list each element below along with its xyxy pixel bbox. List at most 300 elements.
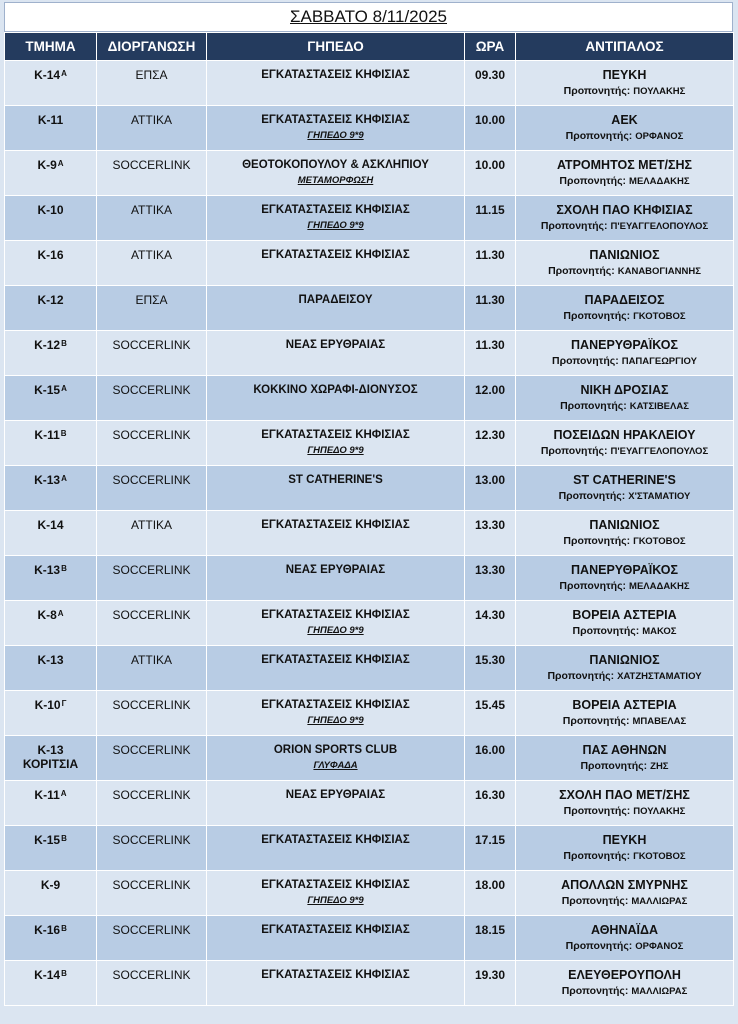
team-name: Κ-9 [37,158,57,172]
venue: ORION SPORTS CLUB [273,744,398,756]
table-row [5,916,734,961]
coach-label: Προπονητής: [560,400,627,412]
venue-detail: ΜΕΤΑΜΟΡΦΩΣΗ [297,175,374,186]
cell-venue [207,241,465,286]
cell-time [465,871,516,916]
team-name: Κ-11 [34,788,60,802]
coach-line [516,985,733,998]
cell-time [465,961,516,1006]
cell-venue [207,781,465,826]
table-row [5,736,734,781]
table-row [5,106,734,151]
cell-organization [97,376,207,421]
venue: ΕΓΚΑΤΑΣΤΑΣΕΙΣ ΚΗΦΙΣΙΑΣ [261,249,410,261]
coach-line [516,85,733,98]
coach-line [516,265,733,278]
team-group: Α [61,69,67,78]
coach-label: Προπονητής: [563,85,631,97]
cell-venue [207,421,465,466]
team-name: Κ-11 [34,428,60,442]
coach-name: ΧΑΤΖΗΣΤΑΜΑΤΙΟΥ [617,671,702,682]
cell-organization [97,61,207,106]
match-time: 11.30 [475,248,505,262]
cell-team [5,691,97,736]
cell-team [5,646,97,691]
table-row [5,421,734,466]
team-name: Κ-8 [37,608,57,622]
cell-venue [207,61,465,106]
team-name: Κ-11 [37,113,64,127]
cell-opponent [516,376,734,421]
coach-label: Προπονητής: [563,310,631,322]
table-row [5,286,734,331]
cell-opponent [516,601,734,646]
coach-label: Προπονητής: [559,175,627,187]
organization: SOCCERLINK [112,428,191,442]
cell-opponent [516,736,734,781]
cell-team [5,106,97,151]
team-group: Β [61,969,67,978]
cell-team [5,196,97,241]
table-row [5,556,734,601]
team-group: Β [61,834,67,843]
cell-opponent [516,646,734,691]
coach-name: ΓΚΟΤΟΒΟΣ [633,311,686,322]
cell-time [465,916,516,961]
coach-line [516,535,733,548]
venue-detail: ΓΗΠΕΔΟ 9*9 [307,715,364,726]
cell-opponent [516,241,734,286]
cell-time [465,466,516,511]
cell-time [465,151,516,196]
coach-name: ΜΑΚΟΣ [642,626,677,637]
table-row [5,961,734,1006]
match-time: 18.15 [474,923,506,937]
cell-venue [207,151,465,196]
organization: ΕΠΣΑ [135,293,168,307]
cell-team [5,286,97,331]
team-group: Β [61,924,67,933]
team-group: Γ [61,699,67,708]
organization: SOCCERLINK [112,698,191,712]
coach-label: Προπονητής: [540,445,608,457]
cell-team [5,421,97,466]
venue-detail: ΓΗΠΕΔΟ 9*9 [307,895,364,906]
match-time: 10.00 [474,113,506,127]
opponent: ΠΑΝΙΩΝΙΟΣ [589,653,660,667]
cell-venue [207,196,465,241]
cell-opponent [516,511,734,556]
venue-detail: ΓΗΠΕΔΟ 9*9 [307,220,364,231]
coach-line [516,355,733,368]
venue: ΕΓΚΑΤΑΣΤΑΣΕΙΣ ΚΗΦΙΣΙΑΣ [261,429,410,441]
match-time: 13.30 [474,518,506,532]
coach-line [516,580,733,593]
organization: SOCCERLINK [112,338,191,352]
cell-time [465,196,516,241]
opponent: ΑΘΗΝΑΪΔΑ [591,923,658,937]
team-group: Β [60,429,67,438]
coach-name: ΚΑΤΣΙΒΕΛΑΣ [629,401,689,412]
cell-opponent [516,196,734,241]
team-name: Κ-13 [34,563,61,577]
header-organization: ΔΙΟΡΓΑΝΩΣΗ [97,33,207,61]
cell-team [5,376,97,421]
venue: ΕΓΚΑΤΑΣΤΑΣΕΙΣ ΚΗΦΙΣΙΑΣ [261,519,410,531]
cell-time [465,376,516,421]
coach-name: ΜΕΛΑΔΑΚΗΣ [629,581,690,592]
team-name: Κ-14 [34,968,61,982]
venue: ΝΕΑΣ ΕΡΥΘΡΑΙΑΣ [285,789,386,801]
team-group: Β [61,339,67,348]
coach-name: ΚΑΝΑΒΟΓΙΑΝΝΗΣ [617,266,701,277]
coach-line [516,490,733,503]
cell-time [465,601,516,646]
organization: SOCCERLINK [112,788,191,802]
match-time: 12.00 [474,383,506,397]
cell-team [5,916,97,961]
team-name: Κ-10 [37,203,64,217]
cell-opponent [516,331,734,376]
cell-opponent [516,61,734,106]
cell-opponent [516,826,734,871]
cell-team [5,826,97,871]
table-row [5,466,734,511]
match-time: 15.30 [474,653,506,667]
team-group: Α [60,789,67,798]
team-name: Κ-16 [34,923,61,937]
organization: ΑΤΤΙΚΑ [130,248,173,262]
team-group: Α [57,609,64,618]
team-name: Κ-15 [34,833,61,847]
team-subtitle: ΚΟΡΙΤΣΙΑ [22,757,79,771]
coach-line [516,805,733,818]
cell-venue [207,331,465,376]
coach-name: ΟΡΦΑΝΟΣ [635,131,684,142]
cell-team [5,556,97,601]
header-team: ΤΜΗΜΑ [5,33,97,61]
opponent: ΠΑΡΑΔΕΙΣΟΣ [584,293,665,307]
opponent: ΑΤΡΟΜΗΤΟΣ ΜΕΤ/ΣΗΣ [556,158,693,172]
cell-venue [207,376,465,421]
team-group: Α [61,384,67,393]
header-opponent: ΑΝΤΙΠΑΛΟΣ [516,33,734,61]
coach-name: Π'ΕΥΑΓΓΕΛΟΠΟΥΛΟΣ [610,221,709,232]
team-name: Κ-12 [37,293,64,307]
cell-venue [207,511,465,556]
coach-label: Προπονητής: [552,355,619,367]
team-group: Α [57,159,64,168]
team-name: Κ-14 [34,68,61,82]
cell-organization [97,331,207,376]
venue: ST CATHERINE'S [288,474,383,486]
schedule-title: ΣΑΒΒΑΤΟ 8/11/2025 [4,2,733,32]
cell-team [5,466,97,511]
table-row [5,646,734,691]
cell-time [465,106,516,151]
venue: ΕΓΚΑΤΑΣΤΑΣΕΙΣ ΚΗΦΙΣΙΑΣ [261,969,410,981]
cell-organization [97,916,207,961]
table-row [5,151,734,196]
match-time: 17.15 [474,833,506,847]
cell-opponent [516,916,734,961]
match-time: 16.00 [474,743,506,757]
cell-venue [207,646,465,691]
opponent: ΠΕΥΚΗ [602,833,647,847]
cell-team [5,61,97,106]
cell-team [5,331,97,376]
coach-line [516,670,733,683]
venue: ΕΓΚΑΤΑΣΤΑΣΕΙΣ ΚΗΦΙΣΙΑΣ [261,114,410,126]
organization: SOCCERLINK [112,878,191,892]
cell-opponent [516,106,734,151]
match-time: 15.45 [474,698,506,712]
match-time: 18.00 [474,878,506,892]
team-name: Κ-10 [34,698,61,712]
match-time: 11.30 [475,293,505,307]
table-row [5,196,734,241]
cell-time [465,736,516,781]
coach-name: ΓΚΟΤΟΒΟΣ [633,851,686,862]
cell-venue [207,601,465,646]
table-row [5,331,734,376]
coach-label: Προπονητής: [563,850,631,862]
cell-team [5,151,97,196]
table-row [5,871,734,916]
organization: ΑΤΤΙΚΑ [130,653,173,667]
coach-label: Προπονητής: [547,670,615,682]
coach-label: Προπονητής: [548,265,615,277]
cell-organization [97,601,207,646]
organization: SOCCERLINK [112,158,191,172]
opponent: ΠΕΥΚΗ [602,68,647,82]
organization: SOCCERLINK [112,743,191,757]
cell-venue [207,871,465,916]
coach-name: ΟΡΦΑΝΟΣ [635,941,684,952]
match-time: 13.00 [474,473,506,487]
coach-name: ΜΑΛΛΙΩΡΑΣ [631,986,688,997]
coach-name: ΠΟΥΛΑΚΗΣ [633,86,686,97]
team-name: Κ-9 [40,878,61,892]
coach-label: Προπονητής: [563,805,631,817]
coach-line [516,940,733,953]
cell-opponent [516,151,734,196]
venue: ΕΓΚΑΤΑΣΤΑΣΕΙΣ ΚΗΦΙΣΙΑΣ [261,69,410,81]
cell-venue [207,826,465,871]
cell-team [5,781,97,826]
cell-organization [97,961,207,1006]
coach-line [516,715,733,728]
cell-opponent [516,691,734,736]
opponent: ΠΑΝΕΡΥΘΡΑΪΚΟΣ [571,563,678,577]
coach-label: Προπονητής: [561,895,629,907]
cell-organization [97,871,207,916]
table-row [5,61,734,106]
organization: SOCCERLINK [112,473,191,487]
cell-team [5,961,97,1006]
cell-organization [97,151,207,196]
coach-line [516,130,733,143]
opponent: ST CATHERINE'S [573,473,676,487]
team-name: Κ-16 [37,248,64,262]
organization: ΑΤΤΙΚΑ [130,203,173,217]
cell-venue [207,106,465,151]
cell-time [465,781,516,826]
coach-line [516,220,733,233]
match-time: 16.30 [474,788,506,802]
opponent: ΑΕΚ [611,113,638,127]
table-row [5,511,734,556]
venue: ΕΓΚΑΤΑΣΤΑΣΕΙΣ ΚΗΦΙΣΙΑΣ [261,204,410,216]
venue: ΕΓΚΑΤΑΣΤΑΣΕΙΣ ΚΗΦΙΣΙΑΣ [261,609,410,621]
opponent: ΝΙΚΗ ΔΡΟΣΙΑΣ [580,383,669,397]
coach-label: Προπονητής: [563,535,631,547]
coach-name: ΓΚΟΤΟΒΟΣ [633,536,686,547]
cell-organization [97,556,207,601]
cell-organization [97,781,207,826]
cell-team [5,511,97,556]
cell-team [5,241,97,286]
organization: SOCCERLINK [112,923,191,937]
venue: ΕΓΚΑΤΑΣΤΑΣΕΙΣ ΚΗΦΙΣΙΑΣ [261,699,410,711]
table-row [5,241,734,286]
table-row [5,691,734,736]
coach-label: Προπονητής: [562,715,630,727]
cell-time [465,646,516,691]
match-time: 13.30 [474,563,506,577]
organization: SOCCERLINK [112,383,191,397]
cell-opponent [516,781,734,826]
cell-venue [207,916,465,961]
header-time: ΩΡΑ [465,33,516,61]
venue: ΕΓΚΑΤΑΣΤΑΣΕΙΣ ΚΗΦΙΣΙΑΣ [261,924,410,936]
cell-organization [97,106,207,151]
cell-venue [207,556,465,601]
coach-label: Προπονητής: [565,940,633,952]
match-time: 09.30 [474,68,506,82]
venue: ΝΕΑΣ ΕΡΥΘΡΑΙΑΣ [285,339,386,351]
coach-label: Προπονητής: [559,580,627,592]
cell-time [465,556,516,601]
table-row [5,781,734,826]
venue: ΚΟΚΚΙΝΟ ΧΩΡΑΦΙ-ΔΙΟΝΥΣΟΣ [253,384,418,396]
opponent: ΠΑΝΕΡΥΘΡΑΪΚΟΣ [571,338,678,352]
cell-organization [97,691,207,736]
coach-line [516,625,733,638]
cell-time [465,511,516,556]
cell-opponent [516,466,734,511]
coach-name: Χ'ΣΤΑΜΑΤΙΟΥ [628,491,691,502]
coach-line [516,400,733,413]
cell-time [465,331,516,376]
match-time: 19.30 [474,968,506,982]
opponent: ΠΑΝΙΩΝΙΟΣ [589,518,660,532]
venue: ΘΕΟΤΟΚΟΠΟΥΛΟΥ & ΑΣΚΛΗΠΙΟΥ [242,159,429,171]
organization: SOCCERLINK [112,968,191,982]
cell-venue [207,691,465,736]
team-name: Κ-15 [34,383,61,397]
venue: ΝΕΑΣ ΕΡΥΘΡΑΙΑΣ [285,564,386,576]
cell-time [465,826,516,871]
organization: SOCCERLINK [112,563,191,577]
venue-detail: ΓΗΠΕΔΟ 9*9 [307,130,364,141]
match-time: 14.30 [474,608,506,622]
venue: ΕΓΚΑΤΑΣΤΑΣΕΙΣ ΚΗΦΙΣΙΑΣ [261,834,410,846]
cell-time [465,421,516,466]
organization: ΕΠΣΑ [135,68,168,82]
opponent: ΒΟΡΕΙΑ ΑΣΤΕΡΙΑ [572,608,677,622]
cell-opponent [516,871,734,916]
cell-organization [97,421,207,466]
cell-venue [207,286,465,331]
opponent: ΠΑΣ ΑΘΗΝΩΝ [582,743,667,757]
cell-organization [97,196,207,241]
cell-venue [207,736,465,781]
coach-line [516,760,733,773]
organization: ΑΤΤΙΚΑ [130,518,173,532]
cell-team [5,601,97,646]
venue: ΠΑΡΑΔΕΙΣΟΥ [298,294,373,306]
table-row [5,601,734,646]
coach-line [516,175,733,188]
cell-opponent [516,421,734,466]
cell-time [465,241,516,286]
coach-label: Προπονητής: [565,130,633,142]
cell-organization [97,241,207,286]
cell-organization [97,466,207,511]
coach-label: Προπονητής: [572,625,640,637]
cell-venue [207,466,465,511]
coach-label: Προπονητής: [561,985,629,997]
coach-line [516,310,733,323]
organization: SOCCERLINK [112,608,191,622]
opponent: ΕΛΕΥΘΕΡΟΥΠΟΛΗ [568,968,681,982]
coach-label: Προπονητής: [580,760,648,772]
opponent: ΣΧΟΛΗ ΠΑΟ ΚΗΦΙΣΙΑΣ [556,203,693,217]
team-group: Β [61,564,67,573]
coach-name: ΜΕΛΑΔΑΚΗΣ [629,176,690,187]
organization: ΑΤΤΙΚΑ [130,113,173,127]
cell-organization [97,286,207,331]
opponent: ΑΠΟΛΛΩΝ ΣΜΥΡΝΗΣ [561,878,688,892]
team-name: Κ-13 [37,653,64,667]
cell-opponent [516,286,734,331]
table-body [5,61,734,1006]
coach-name: ΠΑΠΑΓΕΩΡΓΙΟΥ [621,356,697,367]
cell-team [5,871,97,916]
opponent: ΠΟΣΕΙΔΩΝ ΗΡΑΚΛΕΙΟΥ [553,428,696,442]
coach-line [516,895,733,908]
match-time: 11.30 [475,338,505,352]
coach-label: Προπονητής: [558,490,626,502]
table-row [5,826,734,871]
coach-name: ΖΗΣ [650,761,669,772]
coach-line [516,445,733,458]
team-name: Κ-14 [37,518,64,532]
header-venue: ΓΗΠΕΔΟ [207,33,465,61]
cell-opponent [516,961,734,1006]
team-name: Κ-13 [34,473,61,487]
table-header-row [5,33,734,61]
cell-time [465,61,516,106]
cell-organization [97,736,207,781]
cell-organization [97,826,207,871]
venue-detail: ΓΗΠΕΔΟ 9*9 [307,445,364,456]
schedule-table [4,32,734,1006]
match-time: 11.15 [475,203,505,217]
coach-name: ΠΟΥΛΑΚΗΣ [633,806,686,817]
cell-opponent [516,556,734,601]
